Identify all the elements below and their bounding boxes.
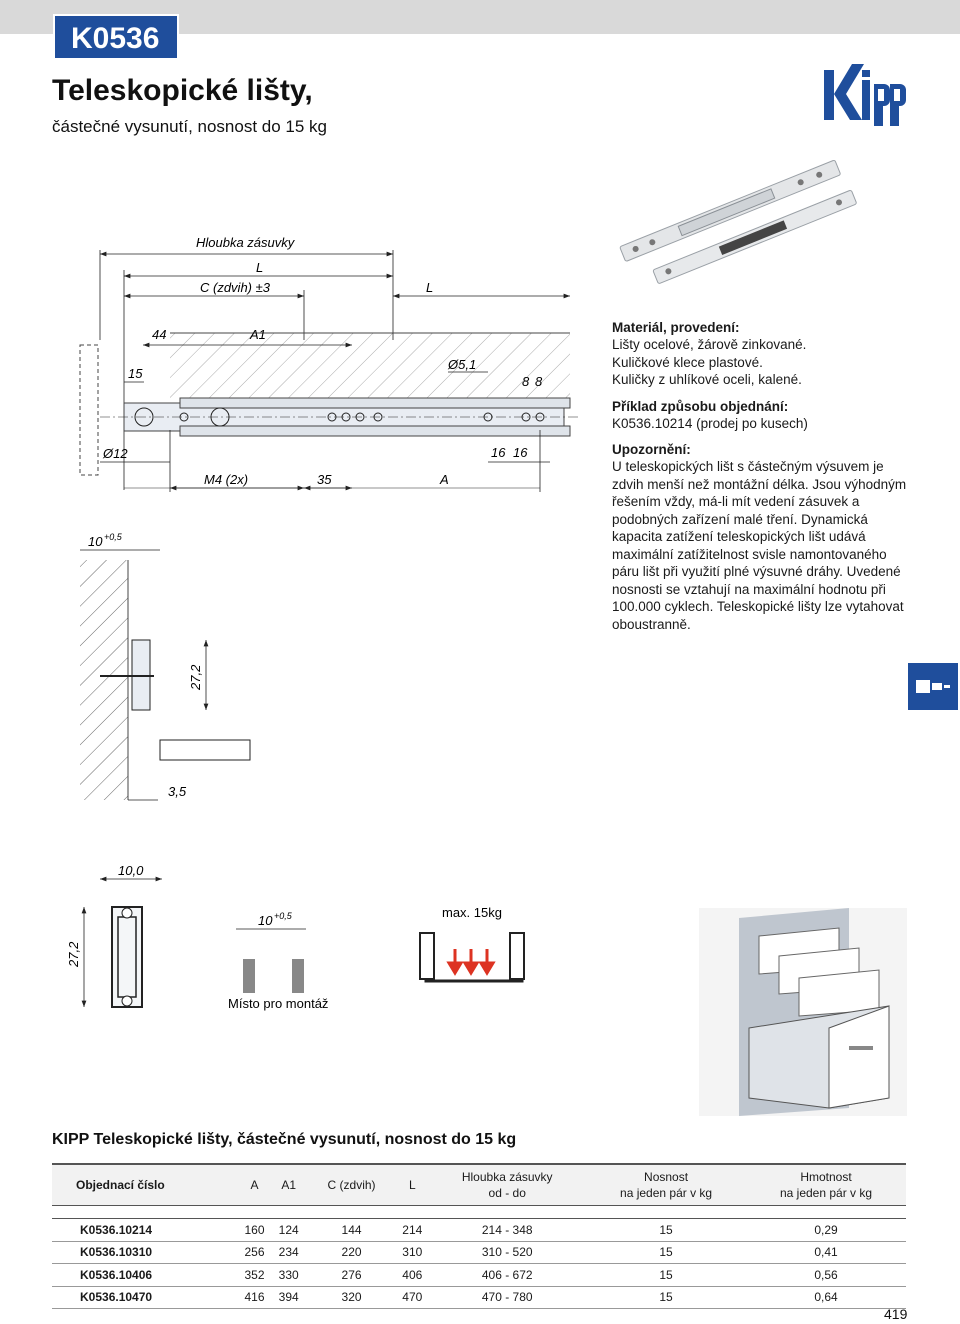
dim-16b: 16 bbox=[513, 445, 528, 460]
table-row: K0536.10310 256 234 220 310 310 - 520 15 0,41 bbox=[52, 1241, 906, 1264]
order-text: K0536.10214 (prodej po kusech) bbox=[612, 415, 808, 431]
note-title: Upozornění: bbox=[612, 442, 691, 457]
mount-label: Místo pro montáž bbox=[228, 996, 329, 1011]
dim-tol: 10 bbox=[88, 534, 103, 549]
dim-A: A bbox=[440, 472, 449, 487]
page-title: Teleskopické lišty, bbox=[52, 74, 313, 107]
dim-d51: Ø5,1 bbox=[448, 357, 477, 372]
material-text bbox=[612, 336, 912, 389]
product-table bbox=[52, 1163, 906, 1309]
low-dim-tol: 10 bbox=[258, 913, 273, 928]
dim-15: 15 bbox=[128, 366, 143, 381]
col-L: L bbox=[396, 1164, 428, 1206]
col-C: C (zdvih) bbox=[307, 1164, 397, 1206]
dim-d12: Ø12 bbox=[103, 446, 128, 461]
dim-35b: 3,5 bbox=[168, 784, 187, 799]
table-header-row bbox=[52, 1164, 906, 1206]
table-row: K0536.10406 352 330 276 406 406 - 672 15 0,56 bbox=[52, 1264, 906, 1287]
low-dim-tol-sup: +0,5 bbox=[274, 911, 292, 921]
dim-m4: M4 (2x) bbox=[204, 472, 249, 487]
dim-16a: 16 bbox=[491, 445, 506, 460]
col-capacity: Nosnost na jeden pár v kg bbox=[586, 1164, 746, 1206]
table-title: KIPP Teleskopické lišty, částečné vysunutí, nosnost do 15 kg bbox=[52, 1131, 517, 1148]
dim-tol-sup: +0,5 bbox=[104, 532, 122, 542]
max-load-label: max. 15kg bbox=[442, 905, 502, 920]
table-row: K0536.10214 160 124 144 214 214 - 348 15 0,29 bbox=[52, 1219, 906, 1242]
product-code-badge: K0536 bbox=[53, 14, 179, 60]
info-panel bbox=[612, 320, 912, 643]
dim-L-right: L bbox=[426, 280, 434, 295]
col-order-number: Objednací číslo bbox=[52, 1164, 239, 1206]
material-line: Kuličkové klece plastové. bbox=[612, 354, 763, 370]
order-title: Příklad způsobu objednání: bbox=[612, 398, 789, 414]
material-line: Lišty ocelové, žárově zinkované. bbox=[612, 337, 807, 352]
col-A1: A1 bbox=[271, 1164, 307, 1206]
dim-drawer-depth: Hloubka zásuvky bbox=[196, 235, 295, 250]
rails-product-image bbox=[608, 140, 858, 290]
dim-L-top: L bbox=[256, 260, 264, 275]
dim-A1: A1 bbox=[250, 327, 266, 342]
col-A: A bbox=[239, 1164, 271, 1206]
col-drawer-depth: Hloubka zásuvky od - do bbox=[428, 1164, 586, 1206]
material-title: Materiál, provedení: bbox=[612, 320, 740, 335]
cabinet-photo bbox=[699, 908, 907, 1116]
table-row: K0536.10470 416 394 320 470 470 - 780 15 0,64 bbox=[52, 1286, 906, 1309]
mounting-drawing bbox=[60, 855, 530, 1025]
dim-272: 27,2 bbox=[188, 664, 203, 690]
low-dim-100: 10,0 bbox=[118, 863, 144, 878]
material-line: Kuličky z uhlíkové oceli, kalené. bbox=[612, 372, 802, 387]
col-weight: Hmotnost na jeden pár v kg bbox=[746, 1164, 906, 1206]
section-tab-icon[interactable] bbox=[908, 663, 958, 710]
rail-technical-drawing bbox=[60, 230, 600, 830]
page-number: 419 bbox=[884, 1306, 908, 1322]
dim-8a: 8 bbox=[522, 374, 530, 389]
dim-C-stroke: C (zdvih) ±3 bbox=[200, 280, 270, 295]
page-subtitle: částečné vysunutí, nosnost do 15 kg bbox=[52, 117, 328, 136]
kipp-logo bbox=[822, 58, 910, 128]
dim-44: 44 bbox=[152, 327, 167, 342]
note-text: U teleskopických lišt s částečným výsuvem je zdvih menší než montážní délka. Jsou výhodným řešením vždy, má-li mít vedení zásuvek a podobných zařízení malé tření. Dynamická kapacita zatížení teleskopických lišt udává maximální zatížitelnost svisle namontovaného páru lišt při využití plné výsuvné dráhy. Uvedené nosnosti se vztahují na maximální hodnotu při 100.000 cyklech. Teleskopické lišty lze vytahovat oboustranně. bbox=[612, 459, 907, 632]
low-dim-272: 27,2 bbox=[66, 941, 81, 967]
dim-35: 35 bbox=[317, 472, 332, 487]
dim-8b: 8 bbox=[535, 374, 543, 389]
